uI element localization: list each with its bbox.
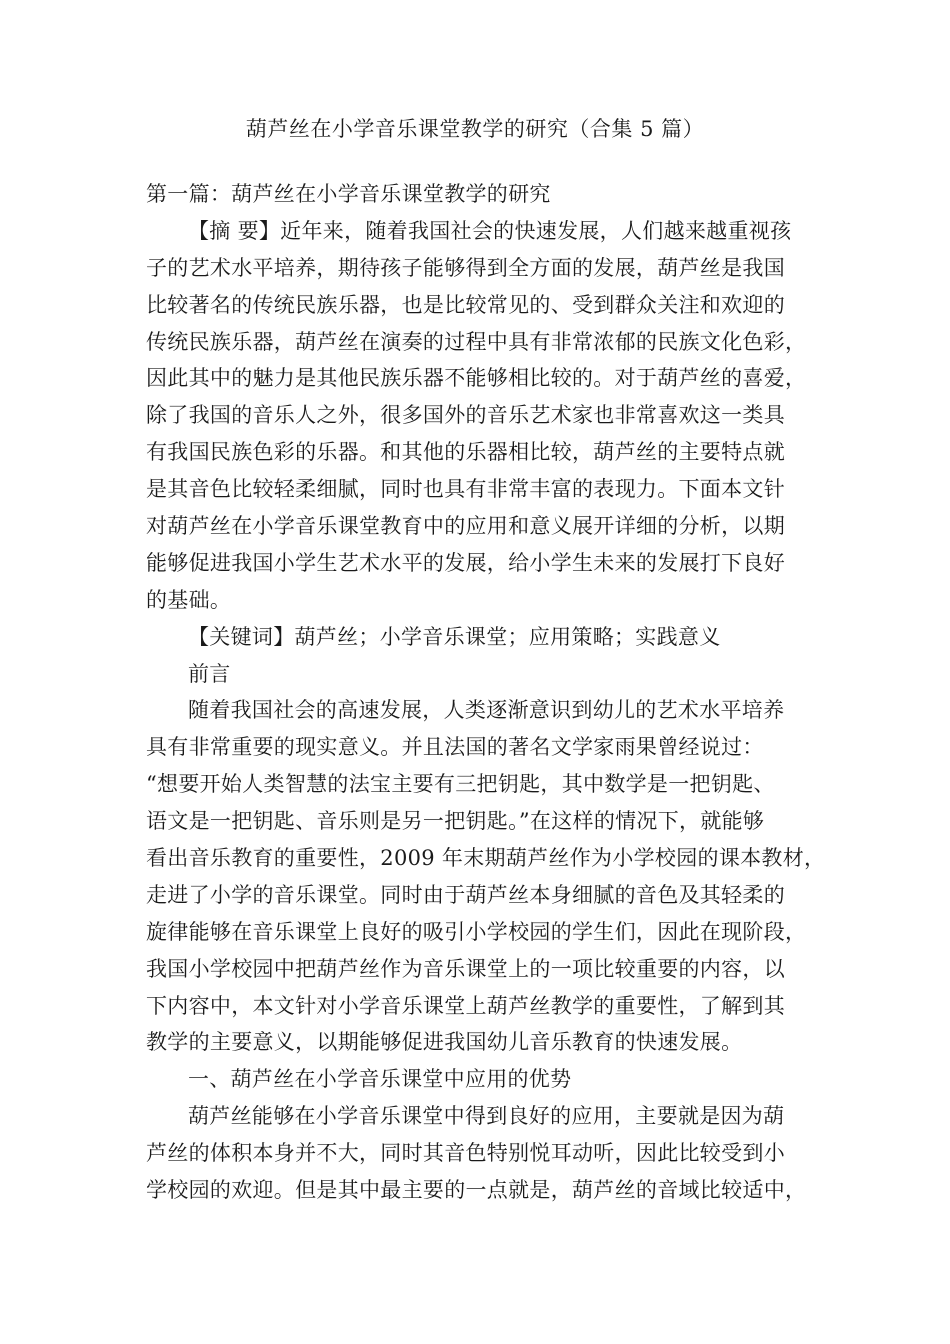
- text-line: 看出音乐教育的重要性，2009 年末期葫芦丝作为小学校园的课本教材，: [146, 846, 826, 871]
- text-line: 芦丝的体积本身并不大，同时其音色特别悦耳动听，因此比较受到小: [146, 1141, 785, 1166]
- text-line: 的基础。: [146, 587, 232, 612]
- text-line: 随着我国社会的高速发展，人类逐渐意识到幼儿的艺术水平培养: [188, 698, 785, 723]
- text-line: 旋律能够在音乐课堂上良好的吸引小学校园的学生们，因此在现阶段，: [146, 919, 807, 944]
- text-line: 因此其中的魅力是其他民族乐器不能够相比较的。对于葫芦丝的喜爱，: [146, 366, 807, 391]
- text-line: 子的艺术水平培养，期待孩子能够得到全方面的发展，葫芦丝是我国: [146, 255, 785, 280]
- text-line: 前言: [188, 661, 231, 686]
- text-line: 走进了小学的音乐课堂。同时由于葫芦丝本身细腻的音色及其轻柔的: [146, 882, 785, 907]
- text-line: 具有非常重要的现实意义。并且法国的著名文学家雨果曾经说过：: [146, 735, 764, 760]
- document-body: [146, 176, 826, 1209]
- text-line: 一、葫芦丝在小学音乐课堂中应用的优势: [188, 1067, 572, 1092]
- text-line: 教学的主要意义，以期能够促进我国幼儿音乐教育的快速发展。: [146, 1030, 743, 1055]
- text-line: 传统民族乐器，葫芦丝在演奏的过程中具有非常浓郁的民族文化色彩，: [146, 329, 807, 354]
- text-line: 【关键词】葫芦丝；小学音乐课堂；应用策略；实践意义: [188, 624, 721, 649]
- text-line: 语文是一把钥匙、音乐则是另一把钥匙。”在这样的情况下，就能够: [146, 809, 765, 834]
- text-line: 葫芦丝能够在小学音乐课堂中得到良好的应用，主要就是因为葫: [188, 1104, 785, 1129]
- text-line: 比较著名的传统民族乐器，也是比较常见的、受到群众关注和欢迎的: [146, 292, 785, 317]
- text-line: 除了我国的音乐人之外，很多国外的音乐艺术家也非常喜欢这一类具: [146, 403, 785, 428]
- text-line: 学校园的欢迎。但是其中最主要的一点就是，葫芦丝的音域比较适中，: [146, 1178, 807, 1203]
- text-line: 下内容中，本文针对小学音乐课堂上葫芦丝教学的重要性，了解到其: [146, 993, 785, 1018]
- text-line: 对葫芦丝在小学音乐课堂教育中的应用和意义展开详细的分析，以期: [146, 514, 785, 539]
- text-line: “想要开始人类智慧的法宝主要有三把钥匙，其中数学是一把钥匙、: [146, 772, 775, 797]
- text-line: 【摘 要】近年来，随着我国社会的快速发展，人们越来越重视孩: [188, 218, 792, 243]
- text-line: 能够促进我国小学生艺术水平的发展，给小学生未来的发展打下良好: [146, 550, 785, 575]
- text-line: 第一篇：葫芦丝在小学音乐课堂教学的研究: [146, 182, 551, 206]
- text-line: 我国小学校园中把葫芦丝作为音乐课堂上的一项比较重要的内容，以: [146, 956, 785, 981]
- text-line: 有我国民族色彩的乐器。和其他的乐器相比较，葫芦丝的主要特点就: [146, 440, 785, 465]
- document-title: 葫芦丝在小学音乐课堂教学的研究（合集 5 篇）: [245, 117, 705, 141]
- text-line: 是其音色比较轻柔细腻，同时也具有非常丰富的表现力。下面本文针: [146, 477, 785, 502]
